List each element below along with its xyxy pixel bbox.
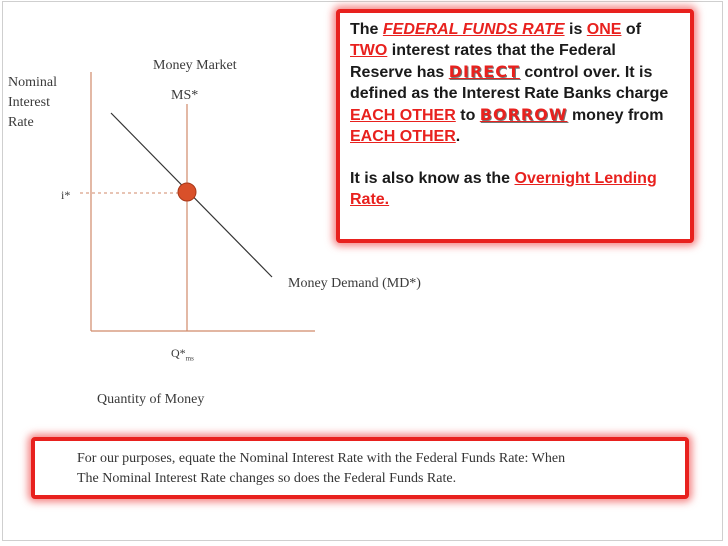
y-axis-label-line-1: Nominal [8,75,57,90]
note-box [31,437,689,499]
callout-text-is: is [569,21,583,38]
callout-term-overnight-lending-rate: Overnight Lending Rate. [350,170,657,208]
callout-term-each-other-2: EACH OTHER [350,128,456,145]
equilibrium-rate-label: i* [61,188,71,202]
money-supply-label: MS* [171,88,199,103]
callout-text-mid: interest rates that the Federal Reserve has [350,42,616,81]
y-axis-label-line-2: Interest [8,95,50,110]
callout-term-each-other-1: EACH OTHER [350,107,456,124]
y-axis-label-line-3: Rate [8,115,34,130]
money-demand-label: Money Demand (MD*) [288,276,421,291]
callout-text-period: . [455,128,461,145]
callout-term-two: TWO [350,42,388,59]
callout-term-borrow: BORROW [479,105,568,124]
callout-text-the: The [350,21,379,38]
diagram-title: Money Market [153,58,237,73]
callout-text-mid2: control over. It is defined as the Interest Rate Banks charge [350,64,669,102]
y-axis-label [8,73,57,133]
equilibrium-quantity-label [171,343,194,368]
callout-paragraph-2 [350,168,680,210]
callout-text-also-known: It is also know as the [350,170,511,187]
callout-text-of: of [625,21,642,38]
equilibrium-point [178,183,196,201]
federal-funds-rate-callout [336,9,694,243]
callout-text-to: to [460,107,476,124]
callout-spacer [350,147,680,168]
callout-paragraph-1 [350,19,680,147]
equilibrium-quantity-text: Q* [171,346,186,360]
note-line-1: For our purposes, equate the Nominal Interest Rate with the Federal Funds Rate: When [77,451,566,466]
x-axis-label: Quantity of Money [97,392,205,407]
callout-text-money-from: money from [571,107,664,124]
callout-term-one: ONE [586,21,622,38]
note-line-2: The Nominal Interest Rate changes so does the Federal Funds Rate. [77,471,457,486]
callout-term-federal-funds-rate: FEDERAL FUNDS RATE [382,21,565,38]
callout-term-direct: DIRECT [448,62,520,81]
equilibrium-quantity-subscript: ms [185,354,194,363]
